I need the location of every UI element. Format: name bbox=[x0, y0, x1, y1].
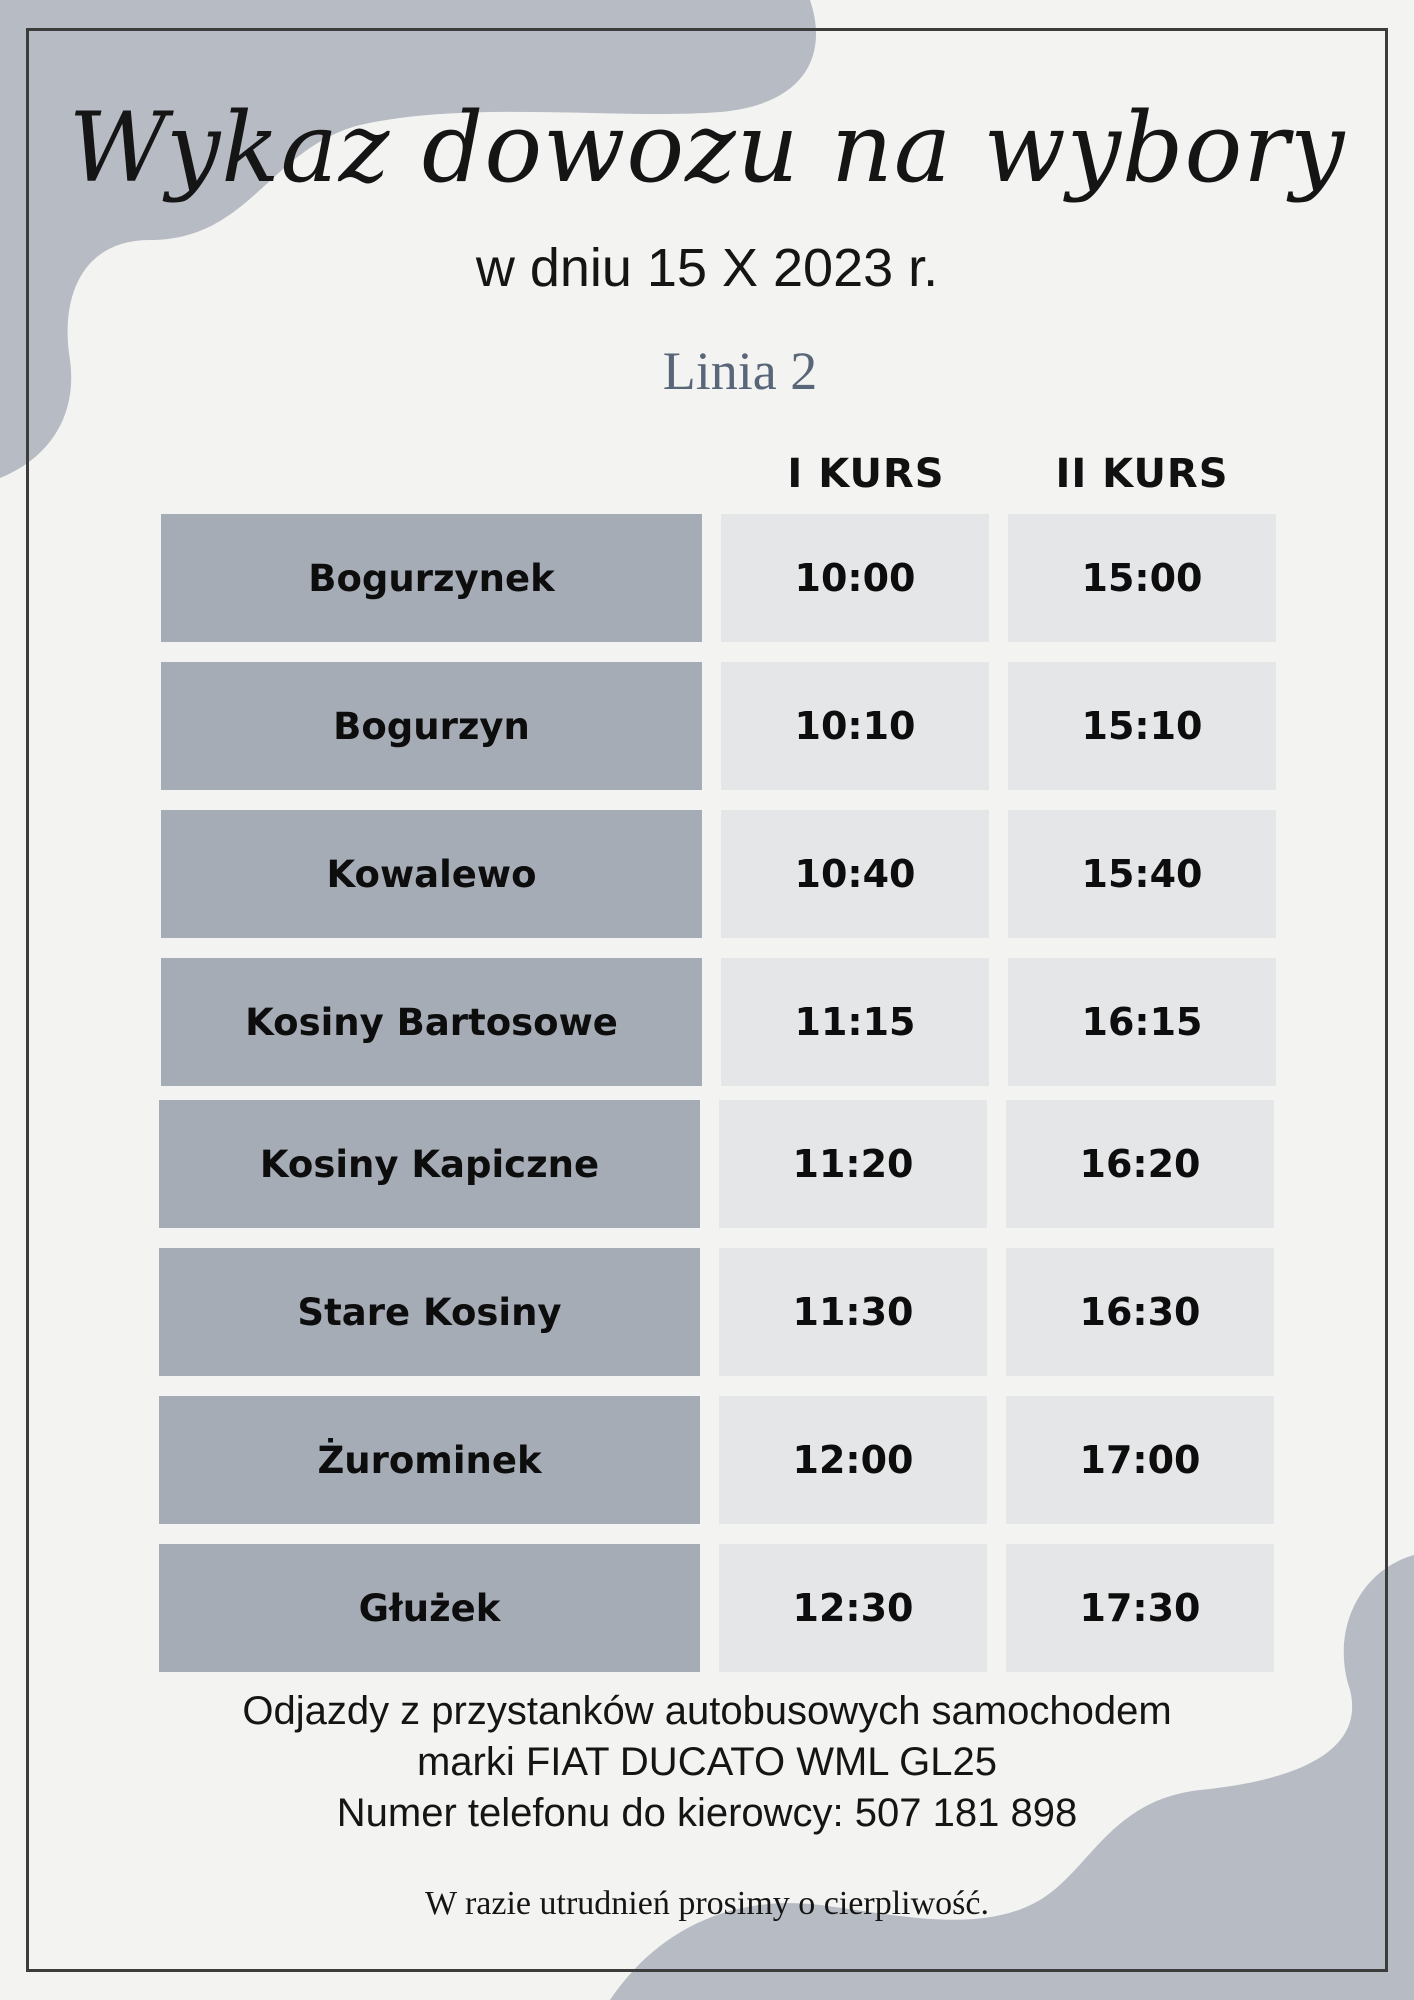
run-2-time-cell: 16:15 bbox=[1008, 958, 1276, 1086]
run-2-time-cell: 15:10 bbox=[1008, 662, 1276, 790]
info-line-vehicle: marki FIAT DUCATO WML GL25 bbox=[416, 1740, 998, 1784]
run-2-time-cell: 15:00 bbox=[1008, 514, 1276, 642]
stop-name-cell: Bogurzyn bbox=[161, 662, 702, 790]
stop-name-cell: Głużek bbox=[159, 1544, 700, 1672]
info-line-phone: Numer telefonu do kierowcy: 507 181 898 bbox=[336, 1791, 1078, 1835]
stop-name-cell: Żurominek bbox=[159, 1396, 700, 1524]
run-1-time-cell: 11:30 bbox=[719, 1248, 987, 1376]
run-2-time-cell: 15:40 bbox=[1008, 810, 1276, 938]
table-row bbox=[0, 1100, 1414, 1228]
run-1-time-cell: 12:30 bbox=[719, 1544, 987, 1672]
table-row bbox=[0, 810, 1414, 938]
run-1-time-cell: 10:10 bbox=[721, 662, 989, 790]
table-row bbox=[0, 514, 1414, 642]
column-header-run-1: I KURS bbox=[787, 451, 945, 497]
table-row bbox=[0, 1396, 1414, 1524]
table-row bbox=[0, 662, 1414, 790]
info-line-departures: Odjazdy z przystanków autobusowych samochodem bbox=[242, 1689, 1172, 1733]
stop-name-cell: Kosiny Kapiczne bbox=[159, 1100, 700, 1228]
info-text bbox=[0, 1686, 1414, 1839]
run-1-time-cell: 12:00 bbox=[719, 1396, 987, 1524]
table-row bbox=[0, 1544, 1414, 1672]
run-2-time-cell: 17:30 bbox=[1006, 1544, 1274, 1672]
run-1-time-cell: 11:20 bbox=[719, 1100, 987, 1228]
run-2-time-cell: 16:30 bbox=[1006, 1248, 1274, 1376]
run-2-time-cell: 16:20 bbox=[1006, 1100, 1274, 1228]
stop-name-cell: Kowalewo bbox=[161, 810, 702, 938]
date-subtitle: w dniu 15 X 2023 r. bbox=[475, 238, 939, 298]
line-name: Linia 2 bbox=[662, 341, 818, 401]
run-2-time-cell: 17:00 bbox=[1006, 1396, 1274, 1524]
table-row bbox=[0, 1248, 1414, 1376]
run-1-time-cell: 11:15 bbox=[721, 958, 989, 1086]
column-header-run-2: II KURS bbox=[1055, 451, 1229, 497]
stop-name-cell: Bogurzynek bbox=[161, 514, 702, 642]
page-title: Wykaz dowozu na wybory bbox=[68, 92, 1346, 204]
stop-name-cell: Kosiny Bartosowe bbox=[161, 958, 702, 1086]
footer-note: W razie utrudnień prosimy o cierpliwość. bbox=[425, 1885, 989, 1922]
run-1-time-cell: 10:40 bbox=[721, 810, 989, 938]
table-row bbox=[0, 958, 1414, 1086]
run-1-time-cell: 10:00 bbox=[721, 514, 989, 642]
stop-name-cell: Stare Kosiny bbox=[159, 1248, 700, 1376]
